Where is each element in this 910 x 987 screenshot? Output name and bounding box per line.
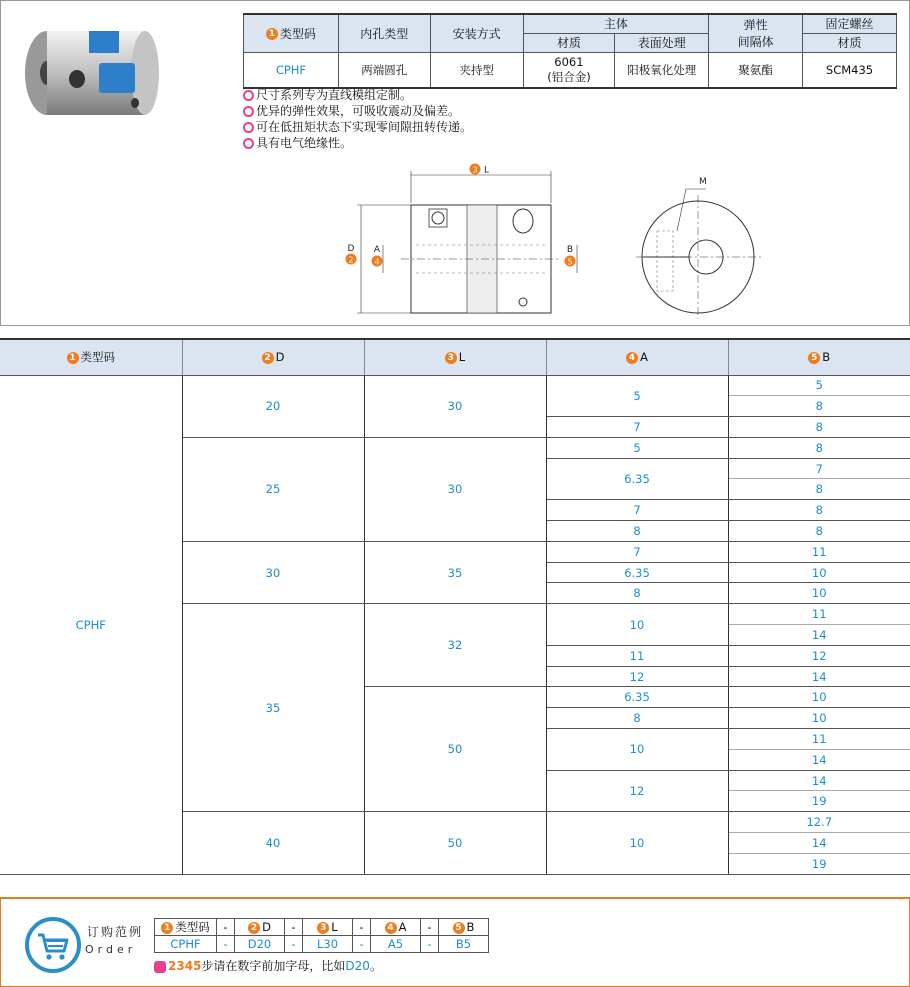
col-header-type: 1 类型码 (0, 339, 182, 375)
table-cell-D: 25 (182, 437, 364, 541)
table-cell-B: 12.7 (728, 812, 910, 833)
order-note: 2345步请在数字前加字母，比如D20。 (154, 957, 382, 974)
feature-list (243, 87, 472, 151)
table-cell-D: 20 (182, 375, 364, 437)
order-sep: - (421, 936, 439, 953)
table-cell-L: 32 (364, 604, 546, 687)
dim-label-A: A (373, 245, 381, 255)
spec-header-elastic: 弹性 间隔体 (709, 14, 803, 52)
order-example-panel (0, 897, 910, 987)
spec-header-screw: 固定螺丝 (803, 14, 897, 33)
table-cell-A: 8 (546, 708, 728, 729)
spec-header-mount: 安装方式 (430, 14, 523, 52)
dim-label-B: B (566, 245, 574, 255)
spec-bore-value: 两端圆孔 (338, 52, 430, 88)
table-cell-A: 7 (546, 541, 728, 562)
table-cell-A: 5 (546, 375, 728, 417)
dim-num-4: 4 (374, 257, 380, 267)
table-cell-B: 19 (728, 791, 910, 812)
order-value-type: CPHF (155, 936, 217, 953)
bullet-icon (243, 90, 254, 101)
table-cell-B: 14 (728, 770, 910, 791)
table-cell-L: 50 (364, 687, 546, 812)
dim-label-D: D (347, 244, 355, 254)
table-cell-A: 7 (546, 417, 728, 438)
dimension-drawing (341, 159, 761, 324)
table-cell-L: 30 (364, 375, 546, 437)
dim-label-L: L (484, 165, 490, 176)
order-example-table (154, 918, 489, 953)
shopping-cart-icon (25, 917, 81, 973)
order-header-A: 4 A (371, 919, 421, 936)
table-cell-B: 8 (728, 417, 910, 438)
spec-header-bore: 内孔类型 (338, 14, 430, 52)
table-cell-B: 8 (728, 396, 910, 417)
order-header-L: 3 L (303, 919, 353, 936)
table-cell-B: 14 (728, 749, 910, 770)
table-cell-B: 14 (728, 833, 910, 854)
table-cell-B: 11 (728, 604, 910, 625)
table-cell-A: 11 (546, 645, 728, 666)
table-cell-B: 10 (728, 708, 910, 729)
table-cell-A: 10 (546, 604, 728, 646)
table-cell-A: 12 (546, 770, 728, 812)
order-sep: - (421, 919, 439, 936)
table-cell-A: 7 (546, 500, 728, 521)
spec-material-value: 6061 (铝合金) (523, 52, 615, 88)
col-header-B: 5 B (728, 339, 910, 375)
table-cell-L: 30 (364, 437, 546, 541)
table-cell-A: 8 (546, 583, 728, 604)
dim-num-2: 2 (348, 255, 354, 265)
spec-elastic-value: 聚氨酯 (709, 52, 803, 88)
table-cell-A: 12 (546, 666, 728, 687)
table-cell-A: 5 (546, 437, 728, 458)
order-value-D: D20 (235, 936, 285, 953)
feature-item: 具有电气绝缘性。 (243, 135, 472, 151)
table-cell-L: 35 (364, 541, 546, 603)
table-cell-A: 6.35 (546, 458, 728, 500)
table-cell-B: 14 (728, 625, 910, 646)
spec-type-value: CPHF (244, 52, 339, 88)
spec-header-material: 材质 (523, 33, 615, 52)
table-cell-A: 10 (546, 812, 728, 874)
table-cell-L: 50 (364, 812, 546, 874)
table-cell-B: 11 (728, 729, 910, 750)
dim-label-M: M (699, 177, 707, 187)
table-cell-B: 19 (728, 853, 910, 874)
order-sep: - (285, 936, 303, 953)
order-sep: - (353, 936, 371, 953)
table-cell-B: 8 (728, 521, 910, 542)
col-header-A: 4 A (546, 339, 728, 375)
bullet-icon (243, 138, 254, 149)
order-value-A: A5 (371, 936, 421, 953)
order-sep: - (217, 936, 235, 953)
table-cell-B: 12 (728, 645, 910, 666)
table-cell-A: 6.35 (546, 562, 728, 583)
type-code-cell: CPHF (0, 375, 182, 874)
spec-mount-value: 夹持型 (430, 52, 523, 88)
table-cell-B: 7 (728, 458, 910, 479)
table-cell-B: 8 (728, 479, 910, 500)
bullet-icon (243, 122, 254, 133)
feature-item: 优异的弹性效果，可吸收震动及偏差。 (243, 103, 472, 119)
table-cell-D: 35 (182, 604, 364, 812)
table-cell-B: 10 (728, 687, 910, 708)
order-title: 订购范例 (87, 925, 144, 939)
order-header-type: 1 类型码 (155, 919, 217, 936)
product-panel (0, 0, 910, 326)
order-value-B: B5 (439, 936, 489, 953)
table-cell-B: 11 (728, 541, 910, 562)
table-cell-A: 10 (546, 729, 728, 771)
dimension-table (0, 338, 910, 875)
spec-surface-value: 阳极氧化处理 (615, 52, 709, 88)
note-numbers: 2345 (168, 959, 202, 973)
table-cell-B: 8 (728, 500, 910, 521)
table-cell-B: 8 (728, 437, 910, 458)
spec-header-screw-material: 材质 (803, 33, 897, 52)
order-header-D: 2 D (235, 919, 285, 936)
bullet-icon (243, 106, 254, 117)
spec-header-type: 1 类型码 (244, 14, 339, 52)
table-cell-B: 10 (728, 562, 910, 583)
table-cell-A: 6.35 (546, 687, 728, 708)
note-marker-icon (154, 961, 166, 973)
order-value-L: L30 (303, 936, 353, 953)
coupling-photo (19, 23, 169, 123)
col-header-L: 3 L (364, 339, 546, 375)
spec-table (243, 13, 897, 89)
table-cell-B: 10 (728, 583, 910, 604)
table-cell-D: 40 (182, 812, 364, 874)
spec-header-body: 主体 (523, 14, 709, 33)
order-sep: - (217, 919, 235, 936)
order-subtitle: Order (85, 943, 137, 956)
table-cell-A: 8 (546, 521, 728, 542)
order-sep: - (353, 919, 371, 936)
table-cell-B: 14 (728, 666, 910, 687)
feature-item: 可在低扭矩状态下实现零间隙扭转传递。 (243, 119, 472, 135)
order-sep: - (285, 919, 303, 936)
dim-num-3: 3 (472, 165, 478, 175)
spec-header-surface: 表面处理 (615, 33, 709, 52)
table-cell-D: 30 (182, 541, 364, 603)
col-header-D: 2 D (182, 339, 364, 375)
dim-num-5: 5 (567, 257, 573, 267)
feature-item: 尺寸系列专为直线模组定制。 (243, 87, 472, 103)
spec-screw-value: SCM435 (803, 52, 897, 88)
table-cell-B: 5 (728, 375, 910, 396)
order-header-B: 5 B (439, 919, 489, 936)
